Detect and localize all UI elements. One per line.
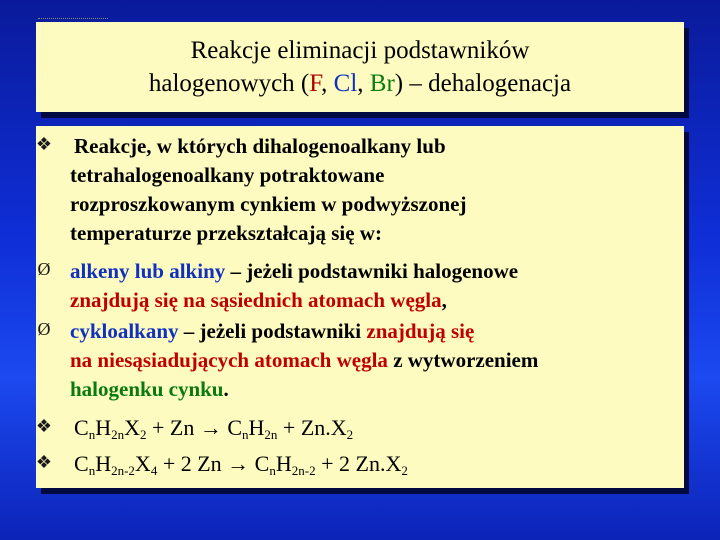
b2-red-1: znajdują się [366,319,475,343]
alkiny: alkiny [169,259,226,283]
eq-c: C [74,451,89,476]
bullet-1-line-1 [70,259,518,283]
eq-h: H [248,415,265,440]
eq-sub: n [242,427,249,442]
eq-sub: 4 [150,463,158,478]
eq-sub: 2n [264,427,278,442]
title-line-1: Reakcje eliminacji podstawników [190,37,530,64]
title-fluorine: F [309,70,322,97]
eq-plus-znx: + 2 Zn.X [315,451,402,476]
equation-2 [74,452,408,476]
b1-comma: , [441,288,447,312]
eq-h: H [95,415,112,440]
b2-rest-2: z wytworzeniem [387,348,539,372]
b1-rest: – jeżeli podstawniki halogenowe [225,259,519,283]
eq-c: C [254,451,270,476]
bullet-1-line-2 [70,288,447,312]
reaction-arrow-icon: → [227,451,250,476]
eq-sub: 2n-2 [291,463,316,478]
title-text-end: ) – dehalogenacja [394,70,572,97]
alkeny: alkeny [70,259,130,283]
intro-line-2: tetrahalogenoalkany potraktowane [70,163,385,187]
eq-sub: n [269,463,276,478]
reaction-arrow-icon: → [199,415,222,440]
equation-1 [74,416,353,440]
eq-sub: 2 [139,427,147,442]
eq-x: X [134,451,151,476]
eq-sub: n [88,427,96,442]
lub: lub [129,259,170,283]
bullet-2-line-3 [70,377,229,401]
title-sep: , [321,70,334,97]
bullet-2-line-1 [70,319,474,343]
eq-sub: 2 [346,427,354,442]
title-bromine: Br [369,70,395,97]
eq-sub: 2 [401,463,408,478]
eq-sub: 2n-2 [111,463,135,478]
arrow-bullet-icon: Ø [37,259,51,279]
intro-line-4: temperaturze przekształcają się w: [70,221,382,245]
title-chlorine: Cl [333,70,358,97]
eq-plus-znx: + Zn.X [277,415,347,440]
eq-c: C [227,415,243,440]
diamond-bullet-icon: ❖ [35,452,53,472]
cykloalkany: cykloalkany [70,319,179,343]
title-box [36,22,684,112]
eq-c: C [74,415,89,440]
b2-green: halogenku cynku [70,377,224,401]
arrow-bullet-icon: Ø [37,319,51,339]
eq-sub: n [88,463,96,478]
eq-h: H [95,451,112,476]
b2-rest: – jeżeli podstawniki [178,319,367,343]
eq-x: X [124,415,140,440]
diamond-bullet-icon: ❖ [35,416,53,436]
intro-line-3: rozproszkowanym cynkiem w podwyższonej [70,192,467,216]
title-line-2 [149,67,571,100]
title-sep: , [357,70,370,97]
eq-h: H [275,451,292,476]
b1-red: znajdują się na sąsiednich atomach węgla [70,288,442,312]
title-text: halogenowych ( [148,70,310,97]
bullet-2-line-2 [70,348,538,372]
intro-line-1: Reakcje, w których dihalogenoalkany lub [74,134,446,158]
eq-plus-zn: + Zn [146,415,200,440]
b2-red-2: na niesąsiadujących atomach węgla [70,348,388,372]
b2-dot: . [223,377,229,401]
content-box [36,126,684,488]
eq-plus-zn: + 2 Zn [157,451,228,476]
eq-sub: 2n [111,427,125,442]
diamond-bullet-icon: ❖ [35,134,53,154]
